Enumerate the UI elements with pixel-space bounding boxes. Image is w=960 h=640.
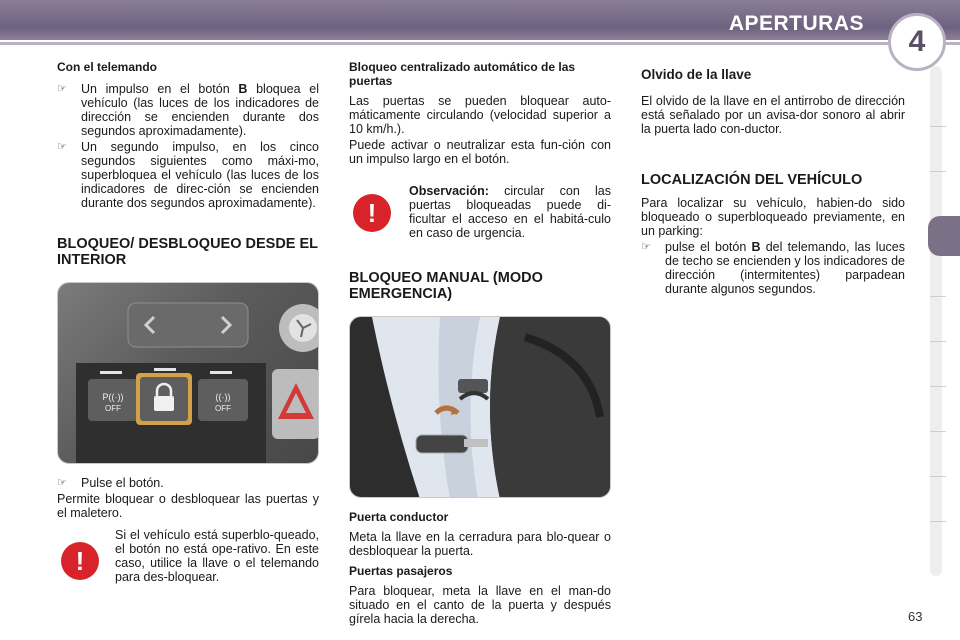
hand-pointer-icon: ☞ xyxy=(57,477,67,489)
page-number: 63 xyxy=(908,609,923,624)
warning-icon: ! xyxy=(61,542,99,580)
hazard-triangle-icon xyxy=(272,369,319,439)
locate-vehicle-text: Para localizar su vehículo, habien-do sido bloqueado o superbloqueado previamente, en un parking: xyxy=(641,196,905,238)
driver-door-text: Meta la llave en la cerradura para blo-quear o desbloquear la puerta. xyxy=(349,530,611,558)
central-locking-button-photo xyxy=(57,282,319,464)
chapter-tab-active[interactable] xyxy=(928,216,960,256)
superlock-warning-text: Si el vehículo está superblo-queado, el botón no está ope-rativo. En este caso, utilice la llave o el telemando para des-bloquear. xyxy=(115,528,319,584)
passenger-door-text: Para bloquear, meta la llave en el man-do situado en el canto de la puerta y después gírela hacia la derecha. xyxy=(349,584,611,626)
fan-icon xyxy=(289,314,317,342)
page-header xyxy=(0,0,960,58)
remote-bullet-1: ☞ Un impulso en el botón B bloquea el vehículo (las luces de los indicadores de dirección se encienden durante dos segundos aproximadamente). xyxy=(57,82,319,138)
chapter-number: 4 xyxy=(908,25,926,58)
auto-lock-text-1: Las puertas se pueden bloquear auto-máticamente circulando (velocidad superior a 10 km/h.). xyxy=(349,94,611,136)
superlock-warning xyxy=(57,528,319,584)
locate-vehicle-bullet: ☞ pulse el botón B del telemando, las luces de techo se encienden y los indicadores de dirección (intermitentes) parpadean durante algunos segundos. xyxy=(641,240,905,296)
column-2 xyxy=(349,60,611,626)
door-lock-illustration xyxy=(350,317,611,498)
column-1 xyxy=(57,60,319,584)
observation-text: circular con las puertas bloqueadas puede di-ficultar el acceso en el habitá-culo en caso de urgencia. xyxy=(409,184,611,240)
forgotten-key-heading: Olvido de la llave xyxy=(641,67,752,82)
svg-text:OFF: OFF xyxy=(215,404,231,413)
observation-note xyxy=(349,184,611,240)
column-3 xyxy=(641,60,905,296)
press-text: Permite bloquear o desbloquear las puertas y el maletero. xyxy=(57,492,319,520)
forgotten-key-text: El olvido de la llave en el antirrobo de dirección está señalado por un avisa-dor sonoro al abrir la puerta lado con-ductor. xyxy=(641,94,905,136)
chapter-tab-strip xyxy=(926,66,960,576)
svg-text:OFF: OFF xyxy=(105,404,121,413)
press-bullet: ☞ Pulse el botón. xyxy=(57,476,164,490)
driver-door-heading: Puerta conductor xyxy=(349,510,449,524)
console-illustration xyxy=(58,283,319,464)
locate-vehicle-heading: LOCALIZACIÓN DEL VEHÍCULO xyxy=(641,172,863,188)
passenger-door-heading: Puertas pasajeros xyxy=(349,564,453,578)
door-lock-photo xyxy=(349,316,611,498)
park-sensor-off-label: P((·)) xyxy=(102,392,124,402)
remote-bullet-2: ☞ Un segundo impulso, en los cinco segundos siguientes como máxi-mo, superbloquea el vehículo (las luces de los indicadores de direc-ción se encienden durante dos segundos aproximadamente). xyxy=(57,140,319,210)
auto-lock-text-2: Puede activar o neutralizar esta fun-ción con un impulso largo en el botón. xyxy=(349,138,611,166)
hand-pointer-icon: ☞ xyxy=(57,141,67,153)
hand-pointer-icon: ☞ xyxy=(57,83,67,95)
warning-icon: ! xyxy=(353,194,391,232)
alarm-off-label: ((·)) xyxy=(215,392,231,402)
chapter-title: APERTURAS xyxy=(728,12,864,35)
hand-pointer-icon: ☞ xyxy=(641,241,651,253)
auto-lock-heading: Bloqueo centralizado automático de las puertas xyxy=(349,60,576,88)
manual-lock-heading: BLOQUEO MANUAL (MODO EMERGENCIA) xyxy=(349,270,543,302)
remote-heading: Con el telemando xyxy=(57,60,158,74)
interior-heading: BLOQUEO/ DESBLOQUEO DESDE EL INTERIOR xyxy=(57,236,318,268)
header-line xyxy=(0,42,960,45)
observation-label: Observación: xyxy=(409,184,489,198)
